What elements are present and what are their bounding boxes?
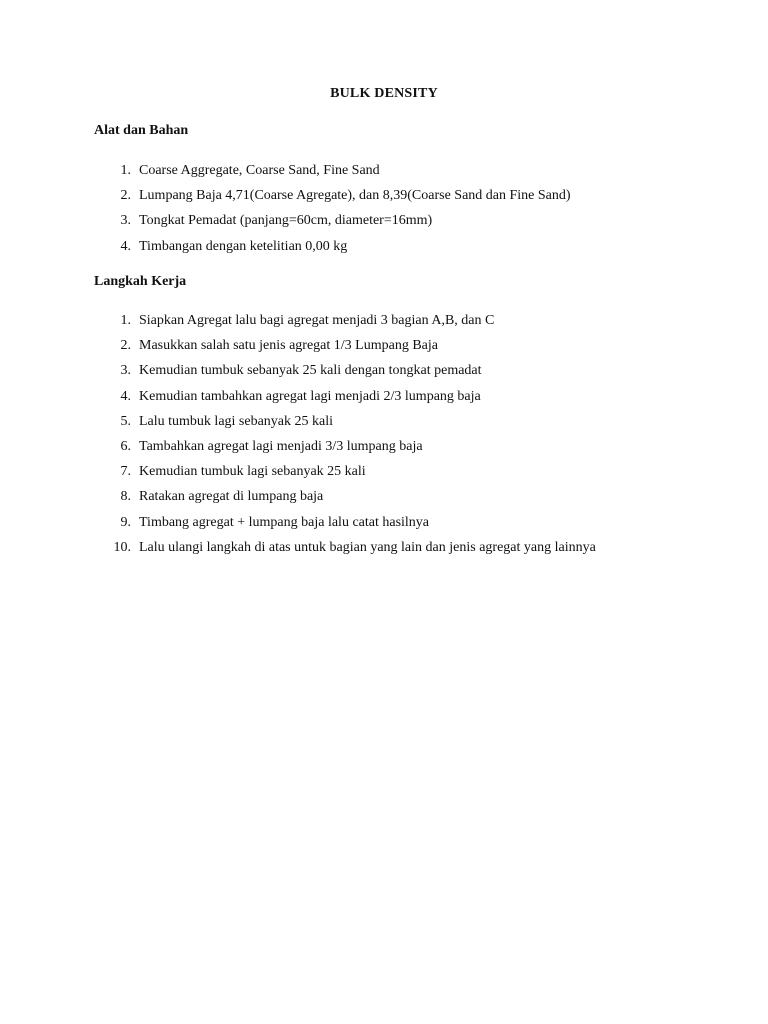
list-item-text: Tongkat Pemadat (panjang=60cm, diameter=16mm) bbox=[139, 213, 433, 229]
list-item-text: Kemudian tumbuk sebanyak 25 kali dengan tongkat pemadat bbox=[139, 363, 482, 379]
list-item-text: Timbang agregat + lumpang baja lalu catat hasilnya bbox=[139, 514, 430, 530]
list-item bbox=[0, 434, 768, 459]
list-item bbox=[0, 183, 768, 208]
list-item-number: 3. bbox=[120, 363, 131, 379]
list-item-text: Tambahkan agregat lagi menjadi 3/3 lumpang baja bbox=[139, 438, 423, 454]
list-item bbox=[0, 358, 768, 383]
list-item-number: 4. bbox=[120, 388, 131, 404]
list-item-text: Lalu tumbuk lagi sebanyak 25 kali bbox=[139, 413, 334, 429]
list-item bbox=[0, 208, 768, 233]
list-item-number: 2. bbox=[120, 338, 131, 354]
list-item-number: 6. bbox=[120, 438, 131, 454]
list-item-number: 4. bbox=[120, 238, 131, 254]
list-item bbox=[0, 234, 768, 259]
list-item-number: 9. bbox=[120, 514, 131, 530]
list-item-text: Ratakan agregat di lumpang baja bbox=[139, 489, 324, 505]
section-heading-alat-dan-bahan: Alat dan Bahan bbox=[94, 123, 189, 138]
list-item-number: 3. bbox=[120, 213, 131, 229]
list-item-number: 5. bbox=[120, 413, 131, 429]
list-item bbox=[0, 535, 768, 560]
materials-list bbox=[0, 158, 768, 259]
list-item-text: Kemudian tumbuk lagi sebanyak 25 kali bbox=[139, 464, 366, 480]
section-heading-langkah-kerja: Langkah Kerja bbox=[94, 274, 187, 289]
list-item bbox=[0, 384, 768, 409]
list-item-number: 1. bbox=[120, 163, 131, 178]
list-item bbox=[0, 158, 768, 183]
document-title: BULK DENSITY bbox=[330, 86, 438, 101]
list-item-number: 8. bbox=[120, 489, 131, 505]
list-item bbox=[0, 409, 768, 434]
list-item bbox=[0, 510, 768, 535]
list-item-text: Coarse Aggregate, Coarse Sand, Fine Sand bbox=[139, 163, 380, 178]
list-item-text: Masukkan salah satu jenis agregat 1/3 Lumpang Baja bbox=[139, 338, 438, 354]
list-item bbox=[0, 484, 768, 509]
list-item-text: Timbangan dengan ketelitian 0,00 kg bbox=[139, 238, 348, 254]
list-item-number: 2. bbox=[120, 188, 131, 204]
list-item bbox=[0, 308, 768, 333]
list-item-text: Siapkan Agregat lalu bagi agregat menjadi 3 bagian A,B, dan C bbox=[139, 313, 495, 328]
list-item-number: 1. bbox=[120, 313, 131, 328]
procedure-list bbox=[0, 308, 768, 560]
list-item-text: Lalu ulangi langkah di atas untuk bagian yang lain dan jenis agregat yang lainnya bbox=[139, 539, 596, 555]
list-item-text: Lumpang Baja 4,71(Coarse Agregate), dan 8,39(Coarse Sand dan Fine Sand) bbox=[139, 188, 571, 204]
list-item bbox=[0, 459, 768, 484]
list-item-number: 7. bbox=[120, 464, 131, 480]
list-item-number: 10. bbox=[113, 539, 131, 555]
list-item-text: Kemudian tambahkan agregat lagi menjadi 2/3 lumpang baja bbox=[139, 388, 481, 404]
list-item bbox=[0, 333, 768, 358]
